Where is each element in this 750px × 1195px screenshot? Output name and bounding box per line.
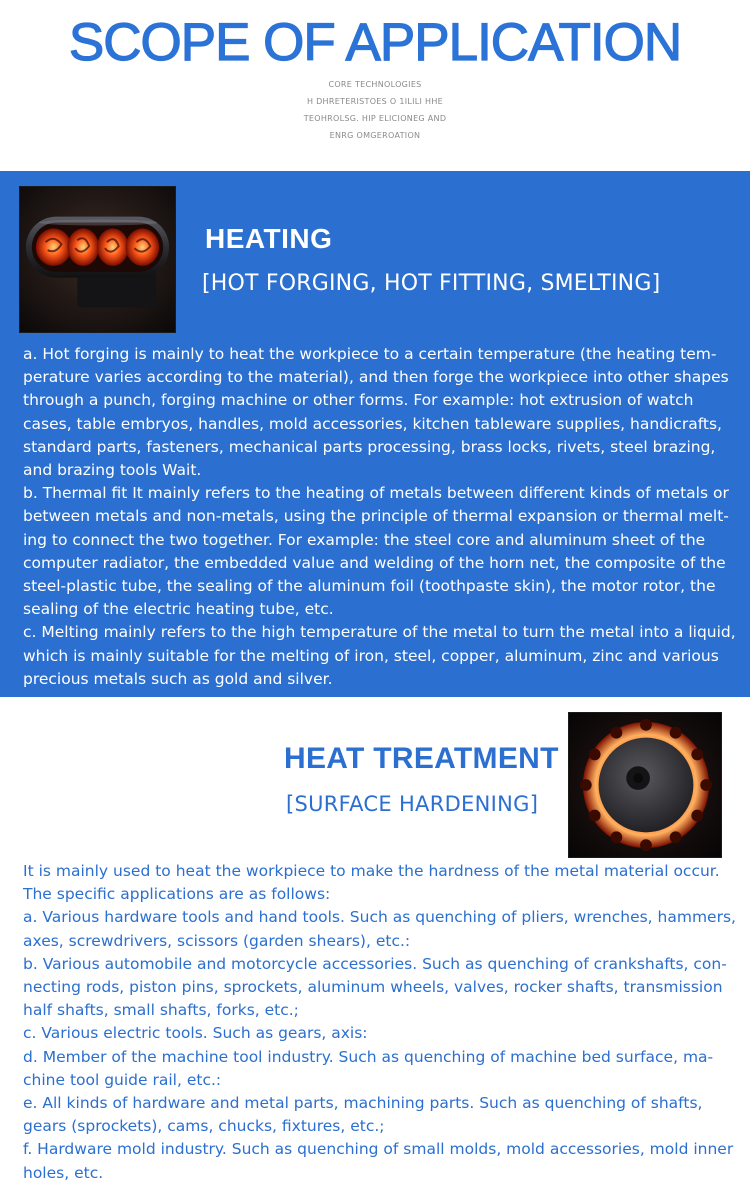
heat-treatment-title: HEAT TREATMENT [284,742,559,775]
paragraph: d. Member of the machine tool industry. Such as quenching of machine bed surface, ma-chine tool guide rail, etc.: [23,1047,714,1089]
heating-description [23,343,743,691]
paragraph: b. Thermal fit It mainly refers to the heating of metals between different kinds of metals or between metals and non-metals, using the principle of thermal expansion or thermal melt-ing to connect the two together. For example: the steel core and aluminum sheet of the computer radiator, the embedded value and welding of the horn net, the composite of the steel-plastic tube, the sealing of the aluminum foil (toothpaste skin), the motor rotor, the sealing of the electric heating tube, etc. [23,484,729,619]
heating-section [0,171,750,697]
paragraph: b. Various automobile and motorcycle accessories. Such as quenching of crankshafts, con-necting rods, piston pins, sprockets, aluminum wheels, valves, rocker shafts, transmission half shafts, small shafts, forks, etc.; [23,954,727,1020]
tagline-line: TEOHROLSG. HIP ELICIONEG AND [303,114,447,123]
hardening-coil-photo [568,712,722,858]
heating-subtitle: [HOT FORGING, HOT FITTING, SMELTING] [202,271,661,296]
tagline-line: H DHRETERISTOES O 1ILILI HHE [306,97,444,106]
paragraph: It is mainly used to heat the workpiece to make the hardness of the metal material occur. The specific applications are as follows: [23,862,720,904]
paragraph: a. Various hardware tools and hand tools. Such as quenching of pliers, wrenches, hammers, axes, screwdrivers, scissors (garden shears), etc.: [23,908,736,950]
paragraph: e. All kinds of hardware and metal parts, machining parts. Such as quenching of shafts, gears (sprockets), cams, chucks, fixtures, etc.; [23,1094,703,1136]
heating-coil-photo [19,186,176,333]
tagline-line: ENRG OMGEROATION [329,131,421,140]
header-tagline [0,76,750,144]
page-title: SCOPE OF APPLICATION [68,13,682,72]
heat-treatment-description [23,860,745,1185]
paragraph: a. Hot forging is mainly to heat the workpiece to a certain temperature (the heating tem-perature varies according to the material), and then forge the workpiece into other shapes through a punch, forging machine or other forms. For example: hot extrusion of watch cases, table embryos, handles, mold accessories, kitchen tableware supplies, handicrafts, standard parts, fasteners, mechanical parts processing, brass locks, rivets, steel brazing, and brazing tools Wait. [23,345,729,480]
heating-title: HEATING [205,223,333,254]
heat-treatment-subtitle: [SURFACE HARDENING] [286,792,539,816]
tagline-line: CORE TECHNOLOGIES [328,80,422,89]
paragraph: c. Various electric tools. Such as gears, axis: [23,1024,368,1043]
paragraph: f. Hardware mold industry. Such as quenching of small molds, mold accessories, mold inner holes, etc. [23,1140,734,1182]
paragraph: c. Melting mainly refers to the high temperature of the metal to turn the metal into a liquid, which is mainly suitable for the melting of iron, steel, copper, aluminum, zinc and various precious metals such as gold and silver. [23,623,736,688]
